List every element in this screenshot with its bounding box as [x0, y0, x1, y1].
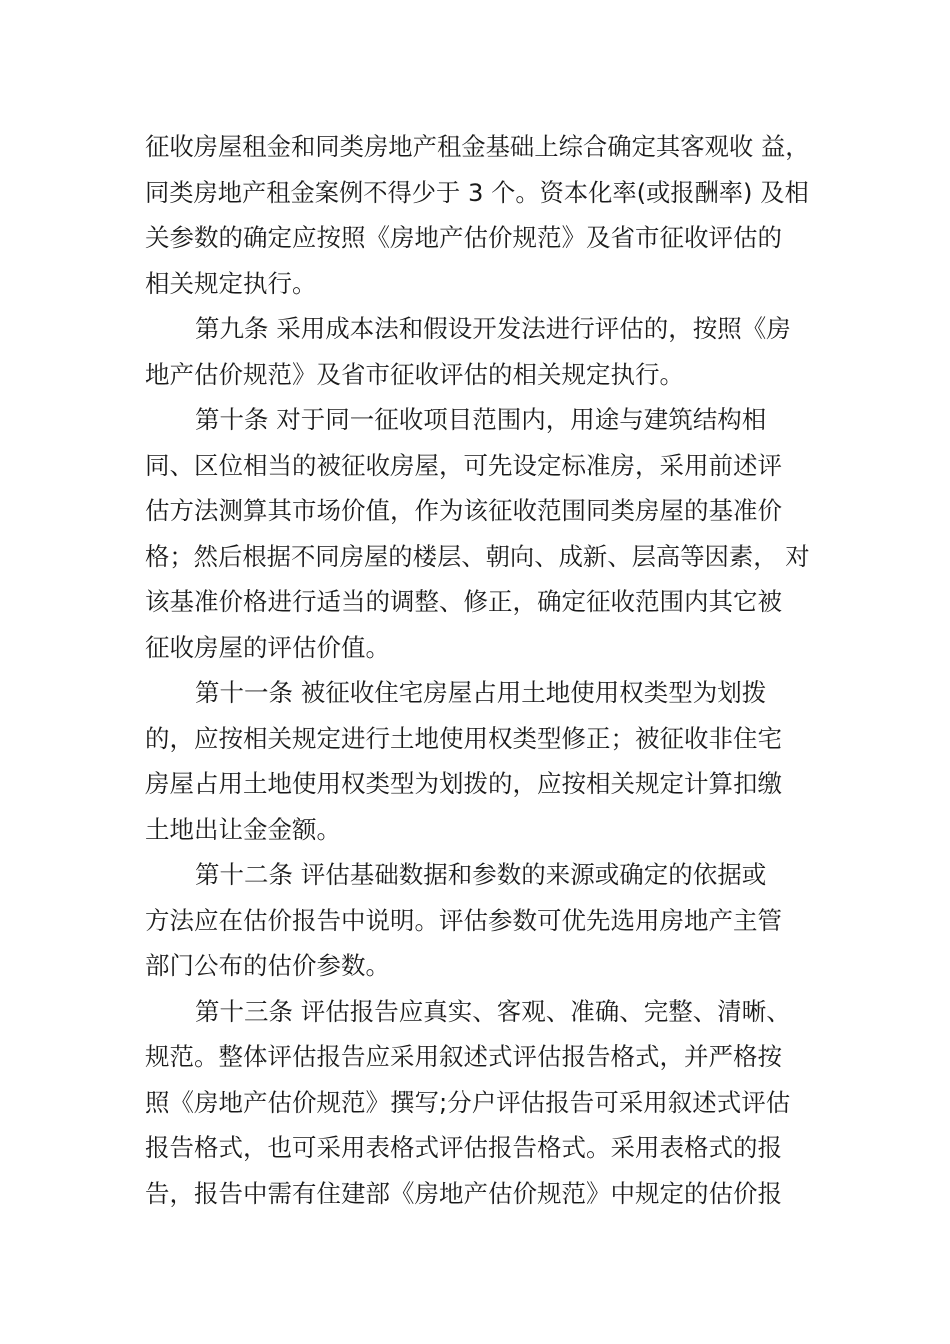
- text-line: 同类房地产租金案例不得少于 3 个。资本化率(或报酬率) 及相: [145, 177, 809, 207]
- text-line: 告，报告中需有住建部《房地产估价规范》中规定的估价报: [145, 1178, 782, 1208]
- text-line: 部门公布的估价参数。: [145, 951, 390, 980]
- text-line: 土地出让金金额。: [145, 814, 341, 844]
- text-line: 房屋占用土地使用权类型为划拨的，应按相关规定计算扣缴: [145, 769, 782, 798]
- text-line: 规范。整体评估报告应采用叙述式评估报告格式，并严格按: [145, 1042, 782, 1071]
- text-line: 报告格式，也可采用表格式评估报告格式。采用表格式的报: [145, 1133, 782, 1162]
- text-line: 相关规定执行。: [145, 268, 317, 298]
- article-10-start: 第十条 对于同一征收项目范围内，用途与建筑结构相: [195, 405, 767, 434]
- text-line: 该基准价格进行适当的调整、修正，确定征收范围内其它被: [145, 587, 782, 616]
- text-line: 征收房屋租金和同类房地产租金基础上综合确定其客观收 益，: [145, 132, 810, 161]
- text-line: 估方法测算其市场价值，作为该征收范围同类房屋的基准价: [145, 496, 782, 525]
- body-text: [145, 124, 813, 1216]
- article-12-start: 第十二条 评估基础数据和参数的来源或确定的依据或: [195, 860, 767, 889]
- text-line: 征收房屋的评估价值。: [145, 632, 390, 662]
- article-13-start: 第十三条 评估报告应真实、客观、准确、完整、清晰、: [195, 996, 791, 1026]
- text-line: 同、区位相当的被征收房屋，可先设定标准房，采用前述评: [145, 450, 782, 480]
- text-line: 方法应在估价报告中说明。评估参数可优先选用房地产主管: [145, 905, 782, 935]
- text-line: 格；然后根据不同房屋的楼层、朝向、成新、层高等因素， 对: [145, 541, 810, 571]
- article-11-start: 第十一条 被征收住宅房屋占用土地使用权类型为划拨: [195, 678, 767, 707]
- text-line: 的，应按相关规定进行土地使用权类型修正；被征收非住宅: [145, 723, 782, 753]
- text-line: 关参数的确定应按照《房地产估价规范》及省市征收评估的: [145, 223, 782, 252]
- text-line: 地产估价规范》及省市征收评估的相关规定执行。: [145, 359, 684, 389]
- article-9-start: 第九条 采用成本法和假设开发法进行评估的，按照《房: [195, 314, 791, 343]
- text-line: 照《房地产估价规范》撰写;分户评估报告可采用叙述式评估: [145, 1087, 791, 1117]
